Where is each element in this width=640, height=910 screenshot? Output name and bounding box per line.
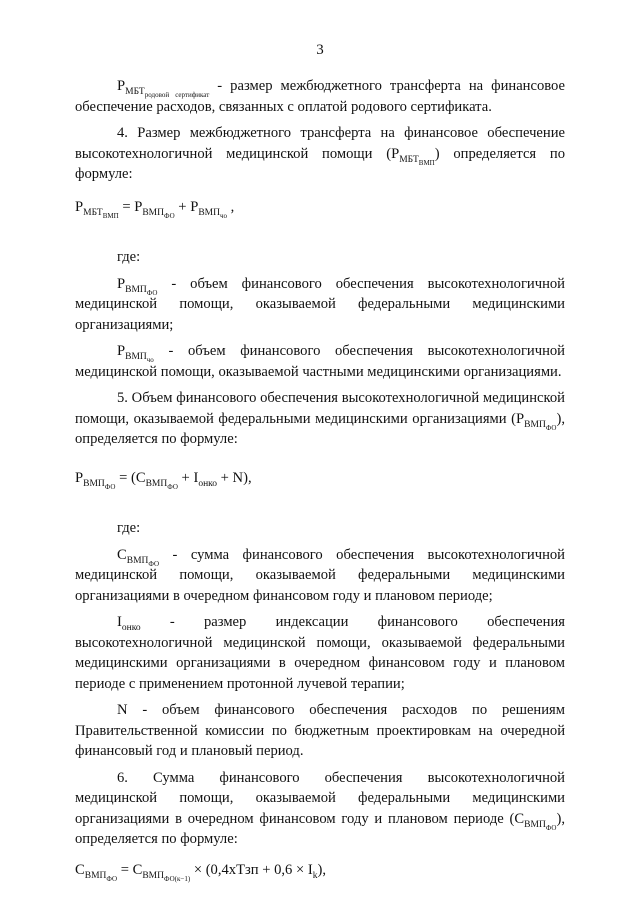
symbol: $Р_{МБТ_{ВМП}}$ xyxy=(391,145,435,167)
where-label-1: где: xyxy=(117,249,141,265)
definition-rvmp-cho: $Р_{ВМП_{чо}}$ - объем финансового обеспечения высокотехнологичной медицинской помощи, оказываемой частными медицинскими организациями. xyxy=(75,343,565,380)
definition-i-onko: $I_{онко}$ - размер индексации финансового обеспечения высокотехнологичной медицинской помощи, оказываемой федеральными медицинскими организациями в очередном финансовом году и плановом периоде с применением протонной лучевой терапии; xyxy=(75,614,565,692)
paragraph-5: 5. Объем финансового обеспечения высокотехнологичной медицинской помощи, оказываемой федеральными медицинскими организациями $(Р_{ВМП_{ФО}})$, определяется по формуле: xyxy=(75,390,565,447)
paragraph-4: 4. Размер межбюджетного трансферта на финансовое обеспечение высокотехнологичной медицинской помощи $(Р_{МБТ_{ВМП}})$ определяется по формуле: xyxy=(75,125,566,182)
definition-n: N - объем финансового обеспечения расходов по решениям Правительственной комиссии по бюджетным проектировкам на очередной финансовый год и плановый период. xyxy=(75,702,565,759)
paragraph-6: 6. Сумма финансового обеспечения высокотехнологичной медицинской помощи, оказываемой федеральными медицинскими организациями в очередном финансовом году и плановом периоде $(С_{ВМП_{ФО}})$, определяется по формуле: xyxy=(75,769,565,847)
definition-rmbt-rodovoy: $Р_{МБТ_{родовой сертификат}}$ - размер межбюджетного трансферта на финансовое обеспечение расходов, связанных с оплатой родового сертификата. xyxy=(75,78,566,115)
formula-rmbt-vmp: $Р_{МБТ_{ВМП}} = Р_{ВМП_{ФО}} + Р_{ВМП_{чо}}$ , xyxy=(75,198,235,220)
definition-rvmp-fo: $Р_{ВМП_{ФО}}$ - объем финансового обеспечения высокотехнологичной медицинской помощи, оказываемой федеральными медицинскими организациями; xyxy=(75,275,565,333)
page-number: 3 xyxy=(316,42,324,58)
formula-svmp-fo: $С_{ВМП_{ФО}} = С_{ВМП_{ФО(к-1)}}$ × (0,4хТзп + $0,6 \times I_k$), xyxy=(75,861,327,883)
symbol: $Р_{МБТ_{родовой сертификат}}$ xyxy=(117,78,210,99)
definition-svmp-fo: $С_{ВМП_{ФО}}$ - сумма финансового обеспечения высокотехнологичной медицинской помощи, оказываемой федеральными медицинскими организациями в очередном финансовом году и плановом периоде; xyxy=(75,546,565,604)
document-body xyxy=(75,76,565,910)
where-label-2: где: xyxy=(117,520,141,536)
formula-rvmp-fo: $Р_{ВМП_{ФО}} = (С_{ВМП_{ФО}} + I_{онко} + N)$, xyxy=(75,469,252,491)
